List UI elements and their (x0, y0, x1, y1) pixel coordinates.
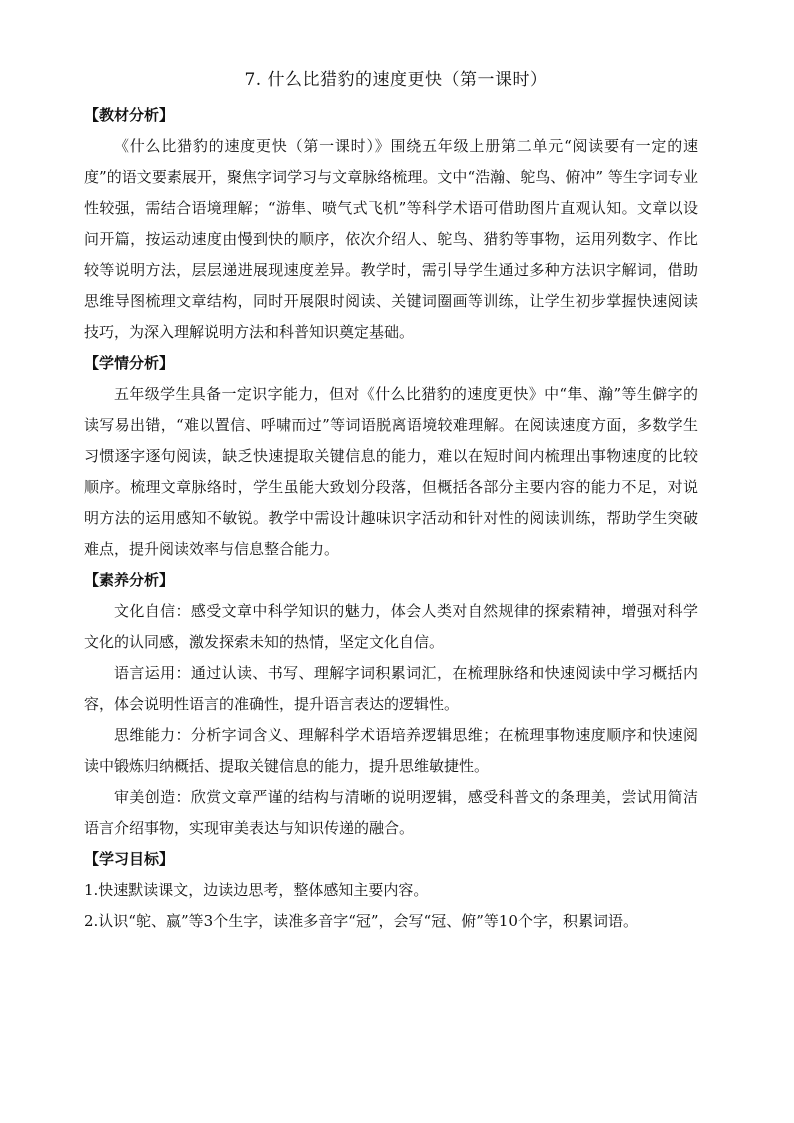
section-literacy-analysis (84, 565, 698, 844)
section-heading-student-analysis: 【学情分析】 (84, 354, 175, 372)
paragraph-student-analysis: 五年级学生具备一定识字能力，但对《什么比猎豹的速度更快》中“隼、瀚”等生僻字的读写易出错，“难以置信、呼啸而过”等词语脱离语境较难理解。在阅读速度方面，多数学生习惯逐字逐句阅读，缺乏快速提取关键信息的能力，难以在短时间内梳理出事物速度的比较顺序。梳理文章脉络时，学生虽能大致划分段落，但概括各部分主要内容的能力不足，对说明方法的运用感知不敏锐。教学中需设计趣味识字活动和针对性的阅读训练，帮助学生突破难点，提升阅读效率与信息整合能力。 (84, 385, 698, 558)
section-textbook-analysis (84, 100, 698, 348)
section-learning-objectives (84, 844, 698, 937)
document-title: 7. 什么比猎豹的速度更快（第一课时） (244, 70, 548, 90)
objective-item: 1.快速默读课文，边读边思考，整体感知主要内容。 (84, 881, 429, 899)
section-heading-textbook-analysis: 【教材分析】 (84, 106, 175, 124)
paragraph-cultural-confidence: 文化自信：感受文章中科学知识的魅力，体会人类对自然规律的探索精神，增强对科学文化的认同感，激发探索未知的热情，坚定文化自信。 (84, 602, 698, 651)
objective-item: 2.认识“鸵、嬴”等3个生字，读准多音字“冠”，会写“冠、俯”等10个字，积累词语。 (84, 912, 638, 930)
paragraph-textbook-analysis: 《什么比猎豹的速度更快（第一课时）》围绕五年级上册第二单元“阅读要有一定的速度”的语文要素展开，聚焦字词学习与文章脉络梳理。文中“浩瀚、鸵鸟、俯冲” 等生字词专业性较强，需结合语境理解；“游隼、喷气式飞机”等科学术语可借助图片直观认知。文章以设问开篇，按运动速度由慢到快的顺序，依次介绍人、鸵鸟、猎豹等事物，运用列数字、作比较等说明方法，层层递进展现速度差异。教学时，需引导学生通过多种方法识字解词，借助思维导图梳理文章结构，同时开展限时阅读、关键词圈画等训练，让学生初步掌握快速阅读技巧，为深入理解说明方法和科普知识奠定基础。 (84, 137, 698, 341)
section-heading-learning-objectives: 【学习目标】 (84, 850, 175, 868)
paragraph-language-use: 语言运用：通过认读、书写、理解字词积累词汇，在梳理脉络和快速阅读中学习概括内容，体会说明性语言的准确性，提升语言表达的逻辑性。 (84, 664, 698, 713)
section-student-analysis (84, 348, 698, 565)
section-heading-literacy-analysis: 【素养分析】 (84, 571, 175, 589)
paragraph-aesthetic-creation: 审美创造：欣赏文章严谨的结构与清晰的说明逻辑，感受科普文的条理美，尝试用简洁语言介绍事物，实现审美表达与知识传递的融合。 (84, 788, 698, 837)
paragraph-thinking-ability: 思维能力：分析字词含义、理解科学术语培养逻辑思维；在梳理事物速度顺序和快速阅读中锻炼归纳概括、提取关键信息的能力，提升思维敏捷性。 (84, 726, 698, 775)
